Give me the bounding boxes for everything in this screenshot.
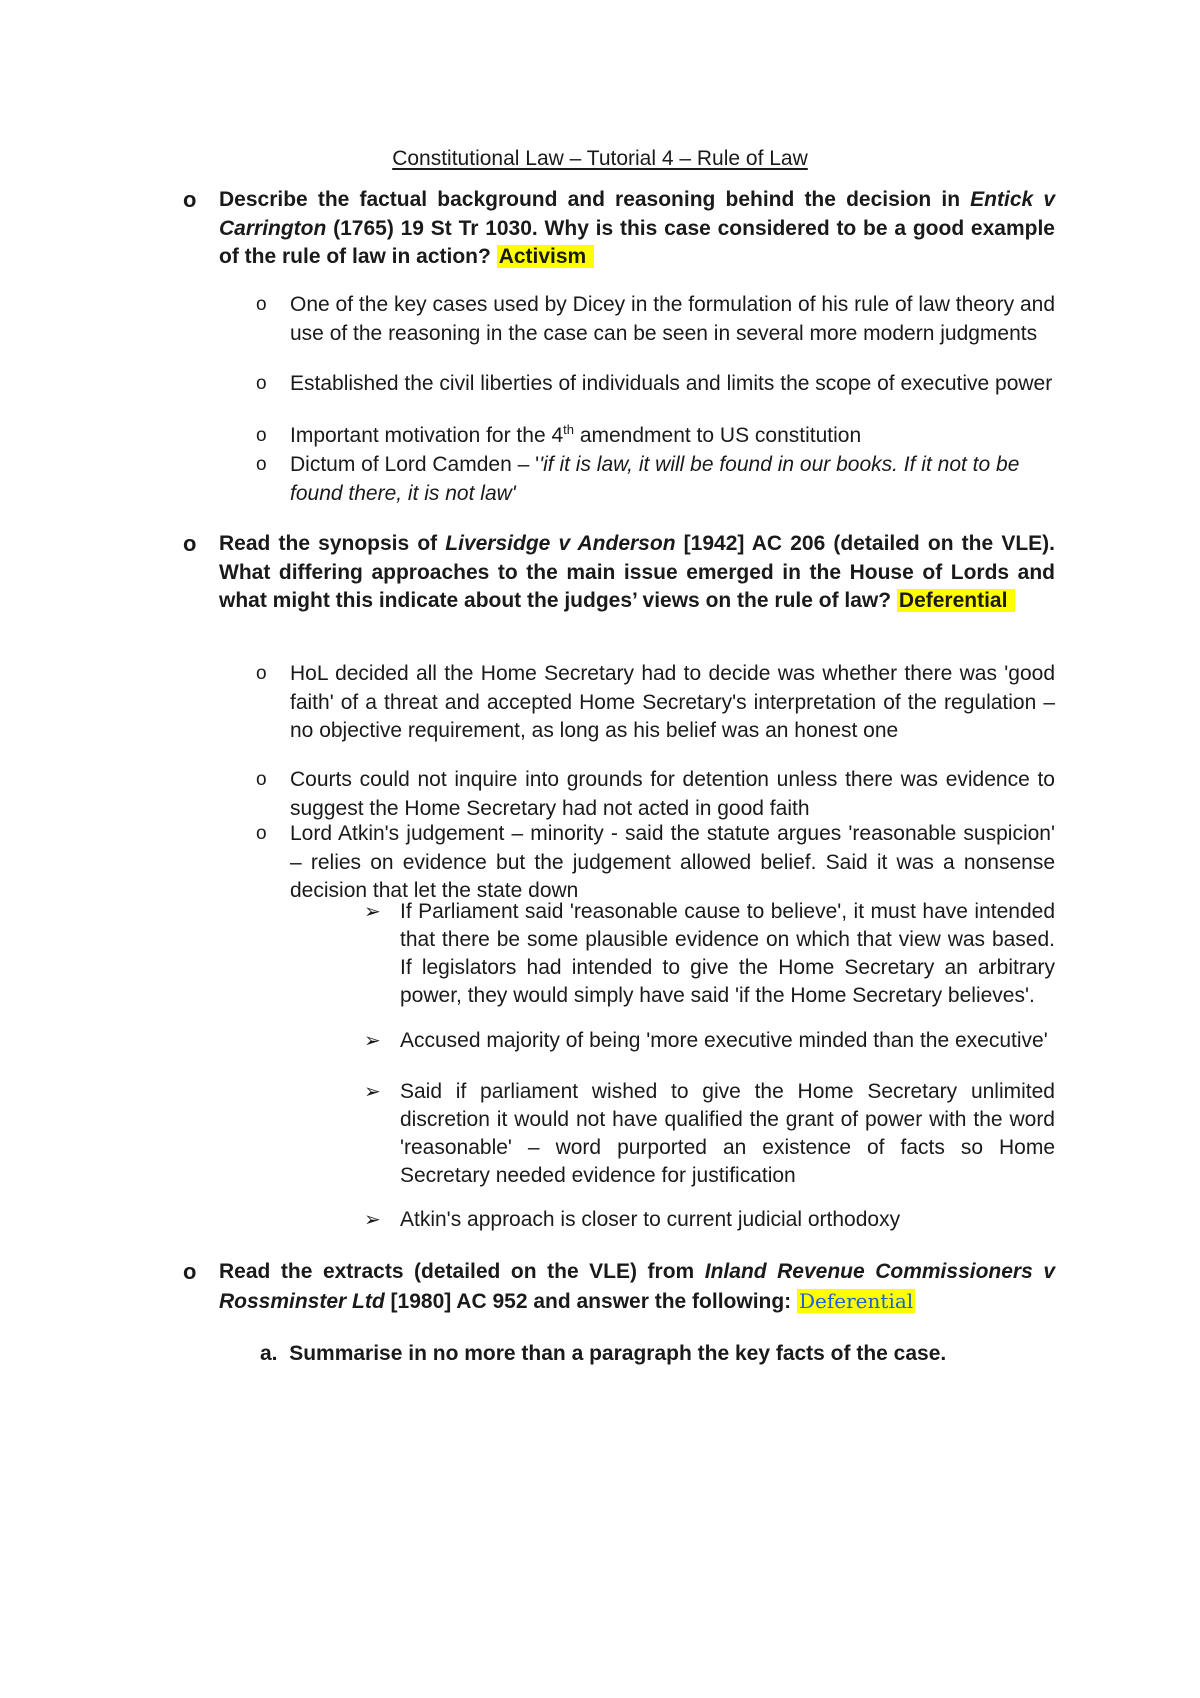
q1-point-3 <box>290 422 1055 451</box>
case-name: Inland Revenue Commissioners v Rossminster Ltd <box>219 1260 1055 1313</box>
question-1-text: Describe the factual background and reasoning behind the decision in <box>219 188 971 211</box>
q1-point-1: One of the key cases used by Dicey in the formulation of his rule of law theory and use of the reasoning in the case can be seen in several more modern judgments <box>290 293 1055 345</box>
arrow-bullet: ➢ <box>364 901 381 923</box>
sub-bullet: o <box>256 769 267 790</box>
item-text: Summarise in no more than a paragraph the key facts of the case. <box>289 1342 947 1365</box>
question-2-text-rest: [1942] AC 206 (detailed on the VLE). What differing approaches to the main issue emerged in the House of Lords and what might this indicate about the judges’ views on the rule of law? <box>219 532 1055 612</box>
question-bullet: o <box>183 187 197 212</box>
question-1-text-rest: (1765) 19 St Tr 1030. Why is this case considered to be a good example of the rule of law in action? <box>219 216 1055 268</box>
q2-subpoint-1: If Parliament said 'reasonable cause to believe', it must have intended that there be some plausible evidence on which that view was based. If legislators had intended to give the Home Secretary an arbitrary power, they would simply have said 'if the Home Secretary believes'. <box>400 900 1055 1007</box>
q2-point-3: Lord Atkin's judgement – minority - said the statute argues 'reasonable suspicion' – relies on evidence but the judgement allowed belief. Said it was a nonsense decision that let the state down <box>290 822 1055 902</box>
question-2-text: Read the synopsis of <box>219 532 446 555</box>
q2-subpoint-2: Accused majority of being 'more executive minded than the executive' <box>400 1029 1048 1052</box>
sub-bullet: o <box>256 663 267 684</box>
highlight-label: Activism <box>497 245 595 268</box>
question-bullet: o <box>183 531 197 556</box>
question-2 <box>219 530 1055 616</box>
highlight-label: Deferential <box>799 1288 914 1313</box>
q2-point-2: Courts could not inquire into grounds for detention unless there was evidence to suggest the Home Secretary had not acted in good faith <box>290 768 1055 820</box>
question-bullet: o <box>183 1259 197 1284</box>
item-letter: a. <box>260 1342 278 1365</box>
question-3 <box>219 1258 1055 1316</box>
q2-subpoint-4: Atkin's approach is closer to current judicial orthodoxy <box>400 1208 901 1231</box>
sub-bullet: o <box>256 823 267 844</box>
case-name: Entick v Carrington <box>219 188 1055 240</box>
sub-bullet: o <box>256 373 267 394</box>
q1-point-3-text: Important motivation for the 4 <box>290 424 564 447</box>
q1-point-4 <box>290 451 1055 508</box>
superscript: th <box>563 422 574 437</box>
arrow-bullet: ➢ <box>364 1030 381 1052</box>
q1-point-4-text: Dictum of Lord Camden – ' <box>290 453 540 476</box>
question-3-text-rest: [1980] AC 952 and answer the following: <box>384 1289 798 1313</box>
q1-point-2: Established the civil liberties of individuals and limits the scope of executive power <box>290 372 1053 395</box>
question-1 <box>219 186 1055 272</box>
highlight-label: Deferential <box>897 589 1016 612</box>
q2-point-1: HoL decided all the Home Secretary had to decide was whether there was 'good faith' of a threat and accepted Home Secretary's interpretation of the regulation – no objective requirement, as long as his belief was an honest one <box>290 662 1055 742</box>
question-3-text: Read the extracts (detailed on the VLE) from <box>219 1260 705 1283</box>
sub-bullet: o <box>256 425 267 446</box>
q1-point-3-rest: amendment to US constitution <box>573 424 862 447</box>
document-title: Constitutional Law – Tutorial 4 – Rule of Law <box>392 147 808 170</box>
sub-bullet: o <box>256 294 267 315</box>
q3-item-a <box>260 1340 1060 1368</box>
q2-subpoint-3: Said if parliament wished to give the Home Secretary unlimited discretion it would not have qualified the grant of power with the word 'reasonable' – word purported an existence of facts so Home Secretary needed evidence for justification <box>400 1080 1055 1187</box>
arrow-bullet: ➢ <box>364 1081 381 1103</box>
sub-bullet: o <box>256 454 267 475</box>
case-name: Liversidge v Anderson <box>445 532 676 555</box>
arrow-bullet: ➢ <box>364 1209 381 1231</box>
camden-quote: 'if it is law, it will be found in our books. If it not to be found there, it is not law' <box>290 453 1020 505</box>
